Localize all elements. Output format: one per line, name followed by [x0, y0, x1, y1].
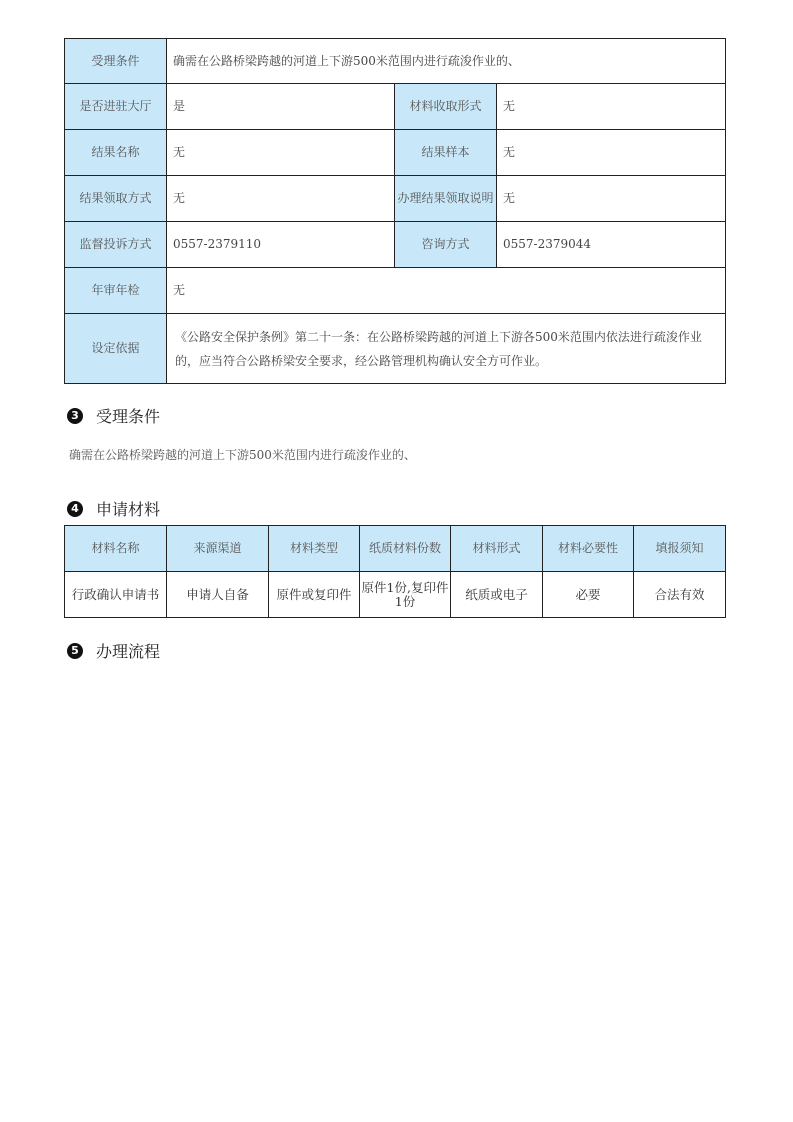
material-form-label: 材料收取形式 — [395, 84, 497, 130]
paper-copies-cell: 原件1份,复印件1份 — [360, 572, 451, 618]
basis-value: 《公路安全保护条例》第二十一条：在公路桥梁跨越的河道上下游各500米范围内依法进行疏浚作业的，应当符合公路桥梁安全要求，经公路管理机构确认安全方可作业。 — [167, 314, 726, 384]
col-header-fill-notes: 填报须知 — [634, 526, 726, 572]
col-header-material-name: 材料名称 — [65, 526, 167, 572]
section-5-heading — [67, 639, 160, 662]
materials-table — [64, 525, 726, 618]
consult-value: 0557-2379044 — [497, 222, 726, 268]
result-pickup-label: 结果领取方式 — [65, 176, 167, 222]
section-5-title: 办理流程 — [96, 642, 161, 661]
hall-label: 是否进驻大厅 — [65, 84, 167, 130]
row-basis — [65, 314, 726, 384]
accept-conditions-label: 受理条件 — [65, 39, 167, 84]
row-result-name — [65, 130, 726, 176]
fill-notes-cell: 合法有效 — [634, 572, 726, 618]
section-3-title: 受理条件 — [96, 407, 161, 426]
section-4-heading — [67, 497, 160, 520]
result-pickup-note-label: 办理结果领取说明 — [395, 176, 497, 222]
annual-review-label: 年审年检 — [65, 268, 167, 314]
section-4-title: 申请材料 — [96, 500, 161, 519]
accept-conditions-value: 确需在公路桥梁跨越的河道上下游500米范围内进行疏浚作业的、 — [167, 39, 726, 84]
section-3-heading — [67, 404, 160, 427]
complaint-label: 监督投诉方式 — [65, 222, 167, 268]
row-accept-conditions — [65, 39, 726, 84]
necessity-cell: 必要 — [543, 572, 634, 618]
result-pickup-value: 无 — [167, 176, 395, 222]
result-sample-label: 结果样本 — [395, 130, 497, 176]
material-form-value: 无 — [497, 84, 726, 130]
result-name-value: 无 — [167, 130, 395, 176]
col-header-material-type: 材料类型 — [269, 526, 360, 572]
col-header-source: 来源渠道 — [167, 526, 269, 572]
col-header-necessity: 材料必要性 — [543, 526, 634, 572]
row-hall — [65, 84, 726, 130]
col-header-material-form: 材料形式 — [451, 526, 543, 572]
result-pickup-note-value: 无 — [497, 176, 726, 222]
number-3-icon: 3 — [67, 408, 83, 424]
number-5-icon: 5 — [67, 643, 83, 659]
material-type-cell: 原件或复印件 — [269, 572, 360, 618]
row-annual-review — [65, 268, 726, 314]
result-sample-value: 无 — [497, 130, 726, 176]
row-result-pickup — [65, 176, 726, 222]
result-name-label: 结果名称 — [65, 130, 167, 176]
consult-label: 咨询方式 — [395, 222, 497, 268]
material-form-cell: 纸质或电子 — [451, 572, 543, 618]
complaint-value: 0557-2379110 — [167, 222, 395, 268]
table-row — [65, 572, 726, 618]
col-header-paper-copies: 纸质材料份数 — [360, 526, 451, 572]
number-4-icon: 4 — [67, 501, 83, 517]
info-table — [64, 38, 726, 384]
material-name-cell: 行政确认申请书 — [65, 572, 167, 618]
basis-label: 设定依据 — [65, 314, 167, 384]
source-cell: 申请人自备 — [167, 572, 269, 618]
materials-header-row — [65, 526, 726, 572]
hall-value: 是 — [167, 84, 395, 130]
annual-review-value: 无 — [167, 268, 726, 314]
section-3-text: 确需在公路桥梁跨越的河道上下游500米范围内进行疏浚作业的、 — [69, 448, 416, 462]
row-complaint — [65, 222, 726, 268]
